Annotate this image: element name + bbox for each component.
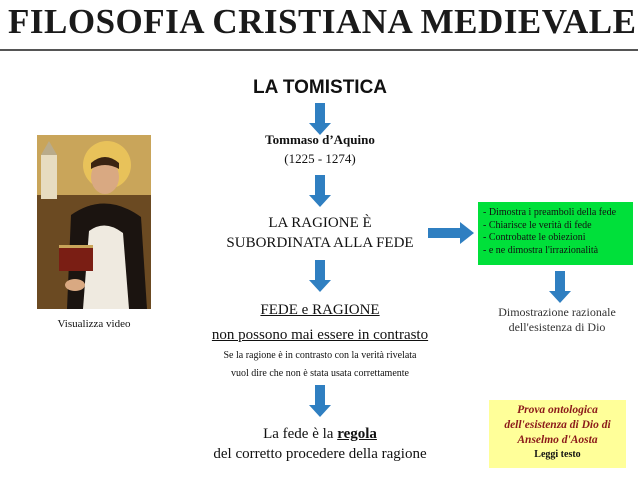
demo-line2: dell'esistenza di Dio xyxy=(508,320,606,334)
conclusion-line1 xyxy=(180,426,460,443)
rational-demonstration xyxy=(482,305,632,335)
role-item: - Chiarisce le verità di fede xyxy=(483,219,592,231)
thomas-aquinas-portrait[interactable] xyxy=(37,135,151,309)
proof-line3: Anselmo d'Aosta xyxy=(517,434,598,446)
arrow-down-icon xyxy=(549,271,571,303)
role-item: - Controbatte le obiezioni xyxy=(483,232,586,243)
faith-reason-statement: non possono mai essere in contrasto xyxy=(211,327,429,343)
reason-line2: SUBORDINATA ALLA FEDE xyxy=(226,235,414,251)
arrow-down-icon xyxy=(309,385,331,417)
faith-reason-note1: Se la ragione è in contrasto con la verità rivelata xyxy=(223,350,417,361)
portrait-image xyxy=(37,135,151,309)
read-text-link[interactable]: Leggi testo xyxy=(534,449,581,460)
arrow-right-icon xyxy=(428,222,474,244)
faith-reason-heading: FEDE e RAGIONE xyxy=(260,302,380,318)
reason-line1: LA RAGIONE È xyxy=(268,215,372,231)
demo-line1: Dimostrazione razionale xyxy=(498,305,616,319)
arrow-down-icon xyxy=(309,175,331,207)
ontological-proof-box xyxy=(489,400,626,468)
section-subtitle: LA TOMISTICA xyxy=(252,77,388,98)
proof-line1: Prova ontologica xyxy=(517,404,598,416)
role-item: - e ne dimostra l'irrazionalità xyxy=(483,244,599,256)
faith-reason-note2: vuol dire che non è stata usata correttamente xyxy=(231,368,409,379)
role-item: - Dimostra i preamboli della fede xyxy=(483,207,617,218)
proof-line2: dell'esistenza di Dio di xyxy=(504,419,611,431)
author-dates: (1225 - 1274) xyxy=(284,151,356,166)
conclusion-keyword: regola xyxy=(337,426,377,442)
conclusion-line2: del corretto procedere della ragione xyxy=(213,446,427,462)
title-divider xyxy=(0,49,638,51)
arrow-down-icon xyxy=(309,260,331,292)
conclusion-prefix: La fede è la xyxy=(263,426,338,442)
reason-roles-box xyxy=(478,202,633,265)
page-title: FILOSOFIA CRISTIANA MEDIEVALE xyxy=(8,2,637,41)
arrow-down-icon xyxy=(309,103,331,135)
author-name: Tommaso d’Aquino xyxy=(265,132,375,147)
watch-video-link[interactable]: Visualizza video xyxy=(57,318,131,330)
